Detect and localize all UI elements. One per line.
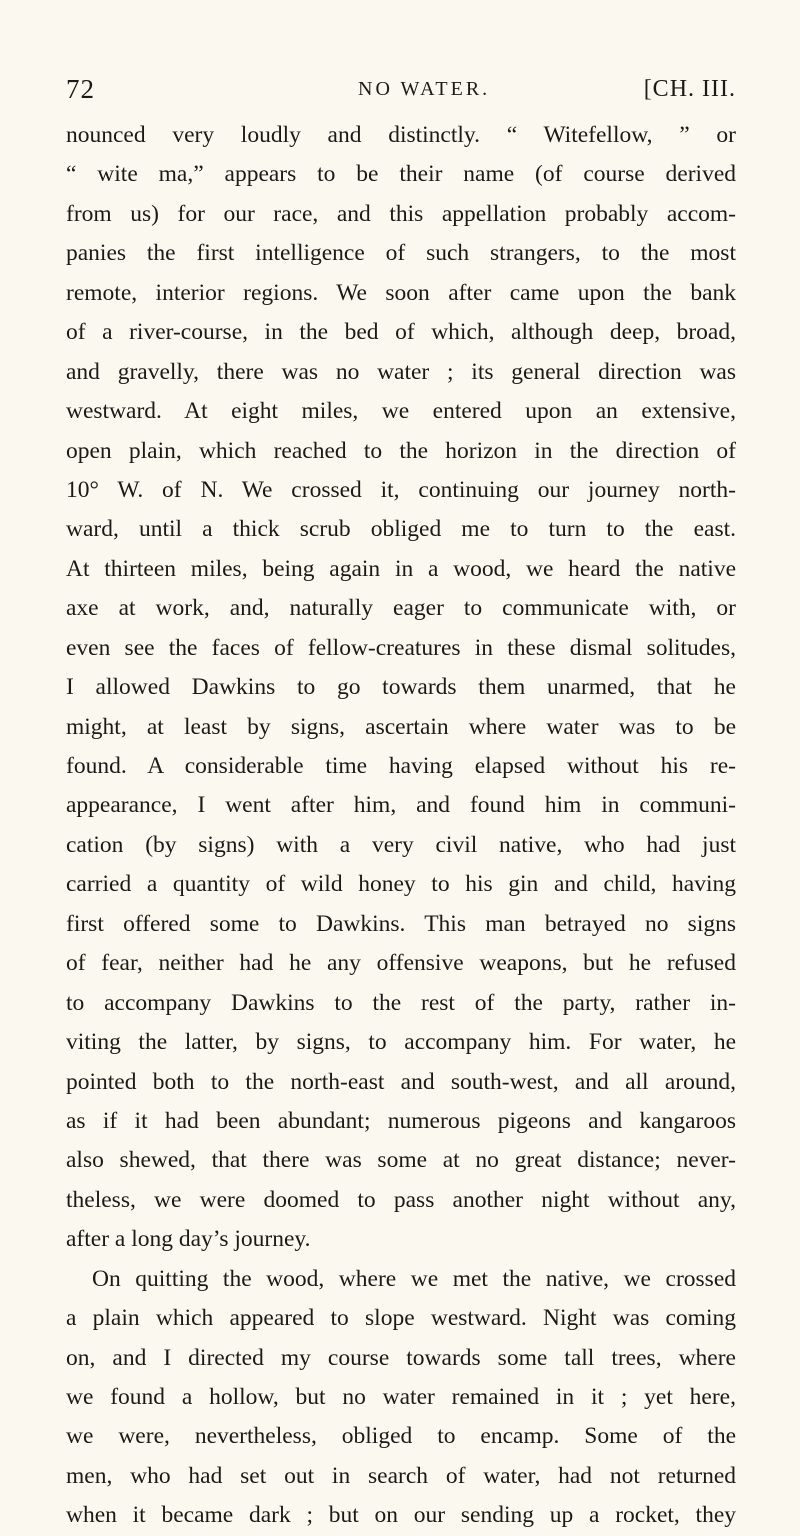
text-line: I allowed Dawkins to go towards them unarmed, that he [66,674,736,701]
text-line: ward, until a thick scrub obliged me to turn to the east. [66,516,736,543]
text-line: carried a quantity of wild honey to his gin and child, having [66,871,736,898]
text-line: axe at work, and, naturally eager to communicate with, or [66,595,736,622]
text-line: men, who had set out in search of water, had not returned [66,1462,736,1489]
text-line: when it became dark ; but on our sending up a rocket, they [66,1502,736,1529]
text-line: we were, nevertheless, obliged to encamp. Some of the [66,1423,736,1450]
text-line: 10° W. of N. We crossed it, continuing our journey north- [66,476,736,503]
text-line: of fear, neither had he any offensive weapons, but he refused [66,950,736,977]
running-title: NO WATER. [358,78,491,100]
text-line: even see the faces of fellow-creatures in these dismal solitudes, [66,634,736,661]
text-line: westward. At eight miles, we entered upon an extensive, [66,398,736,425]
text-line: At thirteen miles, being again in a wood, we heard the native [66,555,736,582]
text-line: found. A considerable time having elapsed without his re- [66,753,736,779]
text-line: to accompany Dawkins to the rest of the party, rather in- [66,989,736,1016]
text-line: on, and I directed my course towards some tall trees, where [66,1344,736,1371]
text-line: pointed both to the north-east and south-west, and all around, [66,1068,736,1095]
page-number: 72 [66,74,95,104]
text-line: of a river-course, in the bed of which, although deep, broad, [66,319,736,346]
text-line: panies the first intelligence of such strangers, to the most [66,240,736,267]
text-line: a plain which appeared to slope westward. Night was coming [66,1305,736,1332]
text-line: first offered some to Dawkins. This man betrayed no signs [66,910,736,937]
text-line: remote, interior regions. We soon after came upon the bank [66,279,736,306]
text-line: theless, we were doomed to pass another night without any, [66,1186,736,1213]
text-line: nounced very loudly and distinctly. “ Witefellow, ” or [66,122,736,148]
text-line: after a long day’s journey. [66,1226,311,1253]
page-header [66,74,736,104]
text-line: “ wite ma,” appears to be their name (of course derived [66,161,736,188]
text-line: On quitting the wood, where we met the native, we crossed [92,1265,736,1292]
body-text [66,116,736,1536]
text-line: from us) for our race, and this appellation probably accom- [66,200,736,227]
chapter-reference: [CH. III. [643,76,736,102]
text-line: viting the latter, by signs, to accompany him. For water, he [66,1029,736,1056]
book-page [66,0,736,1529]
text-line: as if it had been abundant; numerous pigeons and kangaroos [66,1107,736,1134]
text-line: we found a hollow, but no water remained in it ; yet here, [66,1384,736,1410]
text-line: open plain, which reached to the horizon in the direction of [66,437,736,464]
text-line: might, at least by signs, ascertain where water was to be [66,713,736,740]
text-line: also shewed, that there was some at no great distance; never- [66,1147,736,1174]
text-line: cation (by signs) with a very civil native, who had just [66,831,736,858]
text-line: appearance, I went after him, and found him in communi- [66,792,736,819]
text-line: and gravelly, there was no water ; its general direction was [66,358,736,385]
